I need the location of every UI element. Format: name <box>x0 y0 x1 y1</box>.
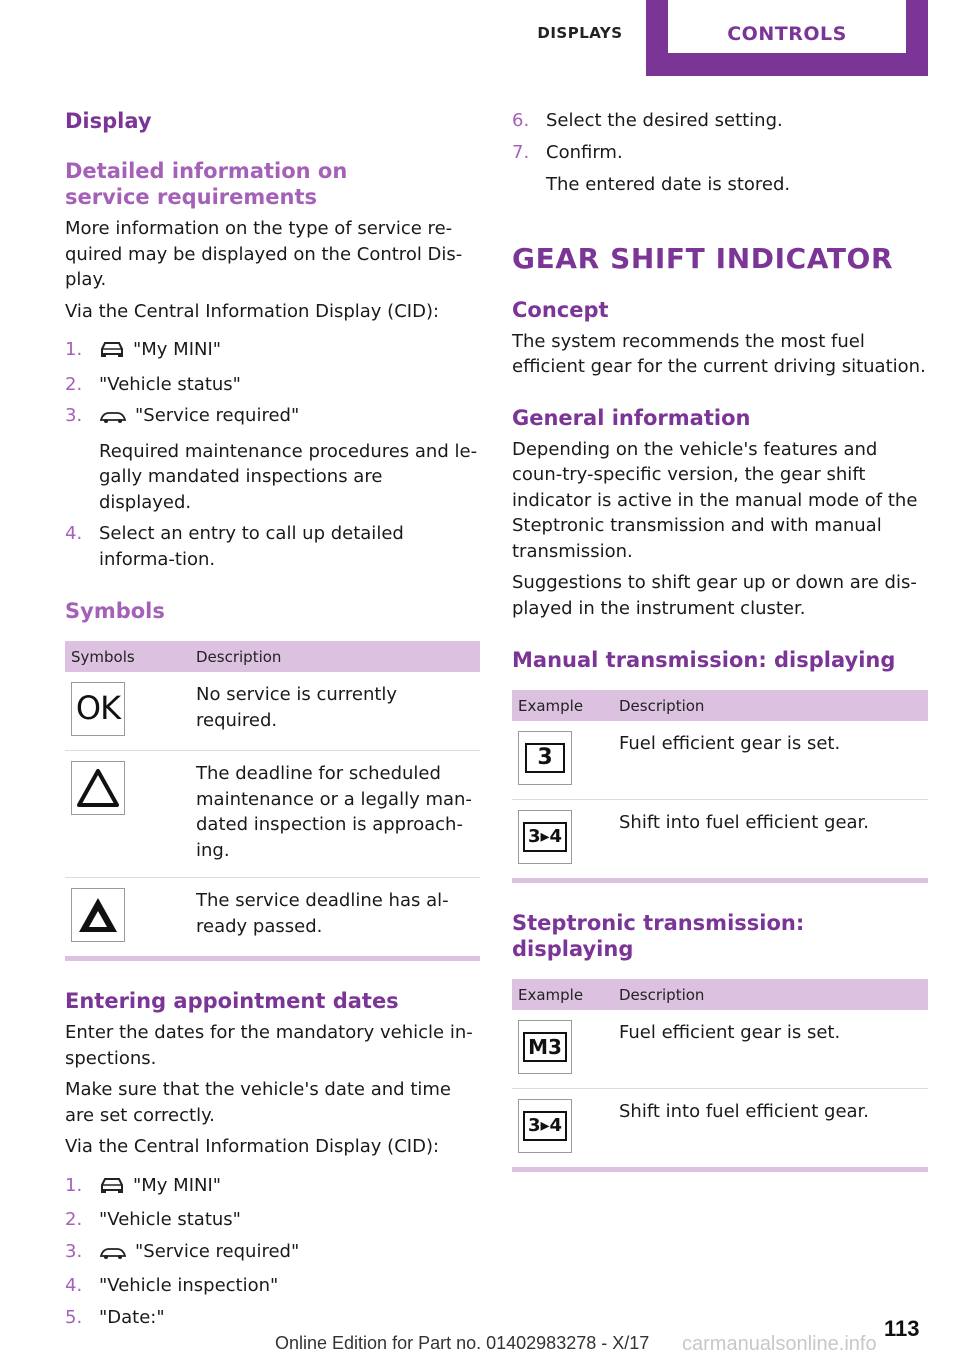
list-item <box>512 140 928 198</box>
wrench-car-icon <box>99 1242 127 1268</box>
table-row <box>65 878 480 957</box>
table-header: Example <box>512 690 613 721</box>
appointment-intro: Enter the dates for the mandatory vehicle in-spections. <box>65 1022 473 1069</box>
gear-indicator <box>518 1099 572 1153</box>
step-text: Confirm. <box>546 141 623 163</box>
step-number: 7. <box>512 141 530 163</box>
section-tab-displays: DISPLAYS <box>537 24 623 42</box>
list-item <box>65 1273 480 1299</box>
chapter-tab <box>646 0 928 76</box>
list-item <box>65 1207 480 1233</box>
concept-heading: Concept <box>512 297 609 322</box>
table-header: Description <box>613 690 928 721</box>
step-text: "Vehicle status" <box>99 1209 241 1230</box>
table-header: Description <box>613 979 928 1010</box>
gear-indicator <box>518 810 572 864</box>
table-header: Symbols <box>65 641 190 672</box>
ok-symbol-label: OK <box>75 689 121 728</box>
step-subtext: The entered date is stored. <box>546 174 791 195</box>
via-cid-2: Via the Central Information Display (CID): <box>65 1136 440 1157</box>
step-number: 1. <box>65 1174 83 1196</box>
example-description: Fuel efficient gear is set. <box>613 1010 928 1089</box>
step-text: "Date:" <box>99 1306 165 1328</box>
list-item <box>65 403 480 515</box>
steptronic-heading: Steptronic transmission: displaying <box>512 911 805 961</box>
symbol-description: No service is currently required. <box>190 672 480 751</box>
appointment-steps-continued <box>512 108 928 198</box>
table-row <box>512 1010 928 1089</box>
step-text: Select an entry to call up detailed informa-tion. <box>99 523 404 570</box>
list-item <box>65 1239 480 1268</box>
service-intro: More information on the type of service re-quired may be displayed on the Control Dis-play. <box>65 218 463 290</box>
step-number: 1. <box>65 339 83 360</box>
general-info-heading: General information <box>512 405 751 430</box>
table-header: Example <box>512 979 613 1010</box>
general-info-text: Depending on the vehicle's features and coun-try-specific version, the gear shift indicator is active in the manual mode of the Steptronic transmission and with manual transmission. <box>512 438 918 562</box>
step-number: 2. <box>65 1209 83 1230</box>
table-row <box>512 721 928 800</box>
step-subtext: Required maintenance procedures and le-gally mandated inspections are displayed. <box>99 440 478 513</box>
step-number: 3. <box>65 1240 83 1262</box>
step-text: "Service required" <box>135 1240 300 1262</box>
appointment-heading: Entering appointment dates <box>65 989 399 1013</box>
symbols-table <box>65 641 480 956</box>
step-number: 4. <box>65 523 83 544</box>
watermark: carmanualsonline.info <box>682 1333 877 1355</box>
warning-triangle-outline-icon <box>71 761 125 815</box>
step-number: 3. <box>65 405 83 426</box>
edition-footer: Online Edition for Part no. 01402983278 - X/17 <box>275 1333 650 1353</box>
step-number: 5. <box>65 1306 83 1328</box>
gear-shift-heading: GEAR SHIFT INDICATOR <box>512 241 894 275</box>
gear-indicator-label: 3▸4 <box>523 1111 567 1141</box>
step-text: "My MINI" <box>133 1174 222 1196</box>
steptronic-table <box>512 979 928 1167</box>
symbols-heading: Symbols <box>65 599 165 623</box>
table-row <box>512 1089 928 1168</box>
car-icon <box>99 1176 125 1202</box>
table-end-rule <box>512 878 928 883</box>
gear-indicator-label: M3 <box>523 1032 567 1062</box>
general-info-text-2: Suggestions to shift gear up or down are dis-played in the instrument cluster. <box>512 572 917 619</box>
step-text: Select the desired setting. <box>546 110 783 131</box>
left-column <box>65 108 480 1330</box>
example-description: Fuel efficient gear is set. <box>613 721 928 800</box>
step-text: "Vehicle status" <box>99 373 241 395</box>
step-number: 2. <box>65 373 83 395</box>
manual-transmission-heading: Manual transmission: displaying <box>512 648 896 672</box>
table-row <box>512 800 928 879</box>
gear-indicator <box>518 731 572 785</box>
table-end-rule <box>65 956 480 961</box>
list-item <box>65 372 480 398</box>
service-steps <box>65 337 480 572</box>
ok-symbol <box>71 682 125 736</box>
via-cid: Via the Central Information Display (CID): <box>65 300 440 322</box>
gear-indicator-label: 3 <box>525 743 564 773</box>
list-item <box>65 1305 480 1331</box>
concept-text: The system recommends the most fuel efficient gear for the current driving situation. <box>512 330 926 377</box>
warning-triangle-filled-icon <box>71 888 125 942</box>
list-item <box>65 1173 480 1202</box>
right-column <box>512 108 928 1172</box>
step-text: "Service required" <box>135 405 300 426</box>
display-heading: Display <box>65 109 152 133</box>
gear-indicator-label: 3▸4 <box>523 822 567 852</box>
chapter-tab-label: CONTROLS <box>668 0 906 53</box>
example-description: Shift into fuel efficient gear. <box>619 812 870 833</box>
symbol-description: The deadline for scheduled maintenance or a legally man-dated inspection is approach-ing. <box>190 751 480 878</box>
list-item <box>512 108 928 134</box>
step-text: "Vehicle inspection" <box>99 1275 279 1296</box>
appointment-steps <box>65 1173 480 1331</box>
service-heading: Detailed information on service requirements <box>65 159 348 209</box>
wrench-car-icon <box>99 406 127 432</box>
table-row <box>65 751 480 878</box>
manual-transmission-table <box>512 690 928 878</box>
example-description: Shift into fuel efficient gear. <box>619 1101 870 1122</box>
step-number: 6. <box>512 110 530 131</box>
table-end-rule <box>512 1167 928 1172</box>
car-icon <box>99 340 125 366</box>
page-number: 113 <box>884 1316 920 1341</box>
list-item <box>65 337 480 366</box>
table-row <box>65 672 480 751</box>
step-text: "My MINI" <box>133 339 222 360</box>
appointment-note: Make sure that the vehicle's date and time are set correctly. <box>65 1079 451 1126</box>
step-number: 4. <box>65 1275 83 1296</box>
symbol-description: The service deadline has al-ready passed. <box>196 890 449 937</box>
list-item <box>65 521 480 572</box>
gear-indicator <box>518 1020 572 1074</box>
table-header: Description <box>190 641 480 672</box>
